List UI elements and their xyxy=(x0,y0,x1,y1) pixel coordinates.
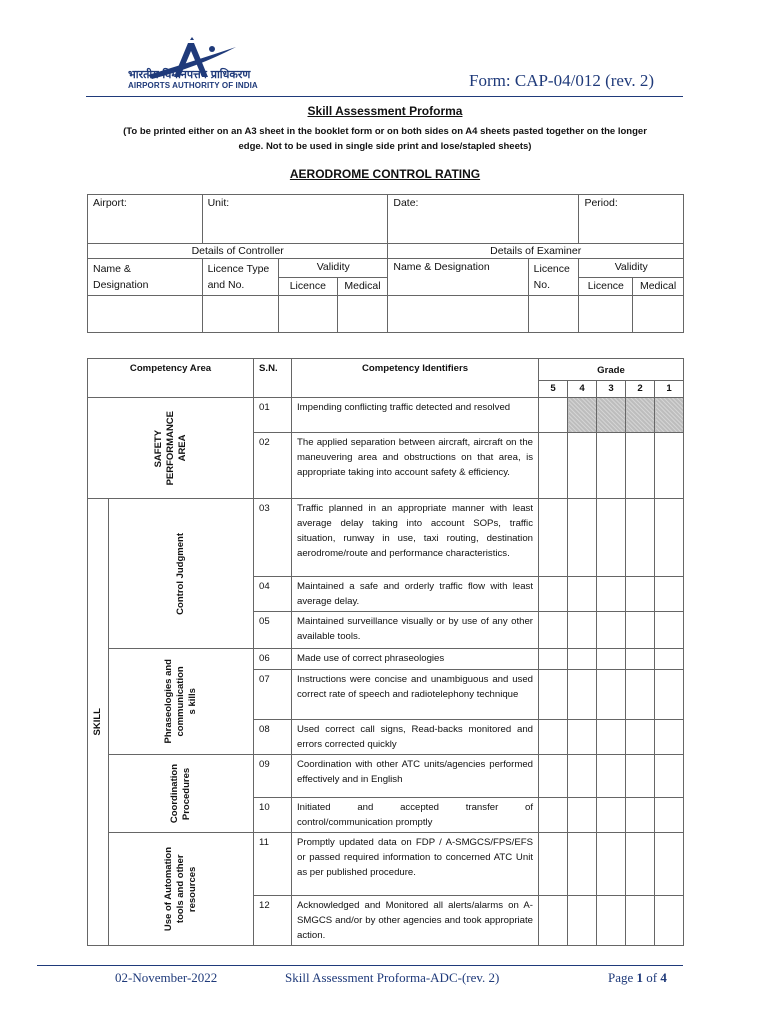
grade-cell-shaded xyxy=(568,398,597,433)
grade-cell[interactable] xyxy=(597,833,626,896)
footer-doc-name: Skill Assessment Proforma-ADC-(rev. 2) xyxy=(285,970,500,985)
identifier-10: Initiated and accepted transfer of control/communication promptly xyxy=(292,798,539,833)
examiner-licence-validity-input[interactable] xyxy=(579,296,633,333)
sn-08: 08 xyxy=(254,720,292,755)
identifier-02: The applied separation between aircraft, aircraft on the maneuvering area and obstructions on that area, is appropriate taking into account safety & efficiency. xyxy=(292,433,539,499)
footer-date: 02-November-2022 xyxy=(115,970,218,985)
identifier-04: Maintained a safe and orderly traffic flow with least average delay. xyxy=(292,577,539,612)
skill-area-label: SKILL xyxy=(92,708,103,736)
grade-5-header: 5 xyxy=(539,381,568,398)
examiner-name-input[interactable] xyxy=(388,296,528,333)
date-field[interactable]: Date: xyxy=(388,195,579,244)
controller-licence-validity-input[interactable] xyxy=(279,296,337,333)
competency-area-header: Competency Area xyxy=(88,359,254,398)
safety-area-label: SAFETY PERFORMANCE AREA xyxy=(152,410,188,486)
sn-10: 10 xyxy=(254,798,292,833)
grade-header: Grade xyxy=(539,359,684,381)
grade-cell[interactable] xyxy=(626,720,655,755)
sn-03: 03 xyxy=(254,499,292,577)
grade-cell[interactable] xyxy=(655,577,684,612)
examiner-medical-col: Medical xyxy=(633,277,684,296)
grade-cell[interactable] xyxy=(655,833,684,896)
grade-cell[interactable] xyxy=(597,755,626,798)
identifier-11: Promptly updated data on FDP / A-SMGCS/FPS/EFS or passed required information to concerned ATC Unit as per published procedure. xyxy=(292,833,539,896)
grade-cell[interactable] xyxy=(568,720,597,755)
grade-cell[interactable] xyxy=(539,398,568,433)
print-instructions: (To be printed either on an A3 sheet in the booklet form or on both sides on A4 sheets pasted together on the longer edge. Not to be used in single side print and lose/stapled sheets) xyxy=(123,126,647,152)
grade-2-header: 2 xyxy=(626,381,655,398)
grade-cell[interactable] xyxy=(597,798,626,833)
safety-area-cell xyxy=(88,398,254,499)
org-name-hindi: भारतीय विमानपत्तन प्राधिकरण xyxy=(128,68,251,81)
controller-name-input[interactable] xyxy=(88,296,203,333)
grade-cell[interactable] xyxy=(539,649,568,670)
grade-cell[interactable] xyxy=(568,499,597,577)
controller-name-header: Name & Designation xyxy=(88,259,203,296)
identifier-06: Made use of correct phraseologies xyxy=(292,649,539,670)
grade-cell[interactable] xyxy=(539,720,568,755)
rating-title: AERODROME CONTROL RATING xyxy=(289,167,481,181)
grade-cell[interactable] xyxy=(655,798,684,833)
controller-details-header: Details of Controller xyxy=(88,244,388,259)
controller-medical-col: Medical xyxy=(337,277,388,296)
grade-cell[interactable] xyxy=(568,798,597,833)
grade-cell[interactable] xyxy=(597,577,626,612)
grade-cell[interactable] xyxy=(539,833,568,896)
grade-cell[interactable] xyxy=(597,670,626,720)
automation-cell xyxy=(109,833,254,946)
examiner-name-header: Name & Designation xyxy=(388,259,528,296)
grade-cell[interactable] xyxy=(655,670,684,720)
grade-cell[interactable] xyxy=(568,433,597,499)
licence-type-input[interactable] xyxy=(202,296,279,333)
phraseologies-label: Phraseologies and communication s kills xyxy=(163,659,198,744)
grade-cell[interactable] xyxy=(655,649,684,670)
grade-cell[interactable] xyxy=(597,612,626,649)
grade-cell[interactable] xyxy=(568,649,597,670)
grade-cell-shaded xyxy=(626,398,655,433)
period-field[interactable]: Period: xyxy=(579,195,684,244)
sn-01: 01 xyxy=(254,398,292,433)
header-rule xyxy=(86,96,683,97)
grade-cell[interactable] xyxy=(597,649,626,670)
grade-cell[interactable] xyxy=(597,720,626,755)
grade-cell[interactable] xyxy=(626,833,655,896)
airport-field[interactable]: Airport: xyxy=(88,195,203,244)
grade-cell[interactable] xyxy=(597,433,626,499)
sn-06: 06 xyxy=(254,649,292,670)
grade-cell[interactable] xyxy=(597,499,626,577)
licence-no-header: Licence No. xyxy=(528,259,579,296)
grade-cell[interactable] xyxy=(539,612,568,649)
grade-cell[interactable] xyxy=(539,670,568,720)
grade-cell[interactable] xyxy=(655,720,684,755)
grade-3-header: 3 xyxy=(597,381,626,398)
grade-cell[interactable] xyxy=(568,755,597,798)
skill-area-cell xyxy=(88,499,109,946)
licence-type-header: Licence Type and No. xyxy=(202,259,279,296)
controller-licence-col: Licence xyxy=(279,277,337,296)
examiner-validity-header: Validity xyxy=(579,259,684,278)
unit-field[interactable]: Unit: xyxy=(202,195,388,244)
identifier-05: Maintained surveillance visually or by use of any other available tools. xyxy=(292,612,539,649)
identifiers-header: Competency Identifiers xyxy=(292,359,539,398)
grade-cell-shaded xyxy=(597,398,626,433)
grade-cell[interactable] xyxy=(568,896,597,946)
grade-cell[interactable] xyxy=(539,755,568,798)
grade-cell[interactable] xyxy=(626,612,655,649)
org-name-english: AIRPORTS AUTHORITY OF INDIA xyxy=(128,81,258,90)
identifier-01: Impending conflicting traffic detected and resolved xyxy=(292,398,539,433)
examiner-licence-col: Licence xyxy=(579,277,633,296)
grade-4-header: 4 xyxy=(568,381,597,398)
sn-09: 09 xyxy=(254,755,292,798)
grade-cell[interactable] xyxy=(568,612,597,649)
control-judgment-label: Control Judgment xyxy=(175,532,186,615)
sn-04: 04 xyxy=(254,577,292,612)
form-number: Form: CAP-04/012 (rev. 2) xyxy=(469,71,654,90)
grade-cell[interactable] xyxy=(655,896,684,946)
examiner-licence-input[interactable] xyxy=(528,296,579,333)
info-table xyxy=(87,194,684,333)
controller-medical-validity-input[interactable] xyxy=(337,296,388,333)
grade-cell[interactable] xyxy=(626,433,655,499)
page-title: Skill Assessment Proforma xyxy=(307,104,463,118)
coordination-cell xyxy=(109,755,254,833)
competency-table xyxy=(87,358,684,946)
control-judgment-cell xyxy=(109,499,254,649)
grade-1-header: 1 xyxy=(655,381,684,398)
grade-cell[interactable] xyxy=(597,896,626,946)
coordination-label: Coordination Procedures xyxy=(169,763,192,824)
grade-cell[interactable] xyxy=(655,612,684,649)
sn-11: 11 xyxy=(254,833,292,896)
grade-cell[interactable] xyxy=(568,670,597,720)
examiner-medical-validity-input[interactable] xyxy=(633,296,684,333)
identifier-12: Acknowledged and Monitored all alerts/alarms on A-SMGCS and/or by other agencies and took appropriate action. xyxy=(292,896,539,946)
automation-label: Use of Automation tools and other resources xyxy=(163,846,198,932)
sn-02: 02 xyxy=(254,433,292,499)
grade-cell[interactable] xyxy=(626,499,655,577)
grade-cell[interactable] xyxy=(539,577,568,612)
grade-cell[interactable] xyxy=(655,433,684,499)
grade-cell[interactable] xyxy=(626,755,655,798)
grade-cell[interactable] xyxy=(568,833,597,896)
phraseologies-cell xyxy=(109,649,254,755)
grade-cell[interactable] xyxy=(655,755,684,798)
grade-cell-shaded xyxy=(655,398,684,433)
identifier-08: Used correct call signs, Read-backs monitored and errors corrected quickly xyxy=(292,720,539,755)
sn-header: S.N. xyxy=(254,359,292,398)
grade-cell[interactable] xyxy=(626,577,655,612)
sn-12: 12 xyxy=(254,896,292,946)
grade-cell[interactable] xyxy=(626,670,655,720)
grade-cell[interactable] xyxy=(539,896,568,946)
grade-cell[interactable] xyxy=(539,798,568,833)
sn-05: 05 xyxy=(254,612,292,649)
identifier-07: Instructions were concise and unambiguous and used correct rate of speech and radiotelephony technique xyxy=(292,670,539,720)
grade-cell[interactable] xyxy=(539,433,568,499)
examiner-details-header: Details of Examiner xyxy=(388,244,684,259)
footer-rule xyxy=(37,965,683,966)
sn-07: 07 xyxy=(254,670,292,720)
identifier-03: Traffic planned in an appropriate manner with least average delay taking into account SOPs, traffic situation, runway in use, taxi routing, destination aerodrome/route and performance characteristics. xyxy=(292,499,539,577)
grade-cell[interactable] xyxy=(539,499,568,577)
grade-cell[interactable] xyxy=(568,577,597,612)
controller-validity-header: Validity xyxy=(279,259,388,278)
grade-cell[interactable] xyxy=(626,798,655,833)
identifier-09: Coordination with other ATC units/agencies performed effectively and in English xyxy=(292,755,539,798)
grade-cell[interactable] xyxy=(655,499,684,577)
footer-page-number: Page 1 of 4 xyxy=(608,970,667,985)
grade-cell[interactable] xyxy=(626,896,655,946)
grade-cell[interactable] xyxy=(626,649,655,670)
